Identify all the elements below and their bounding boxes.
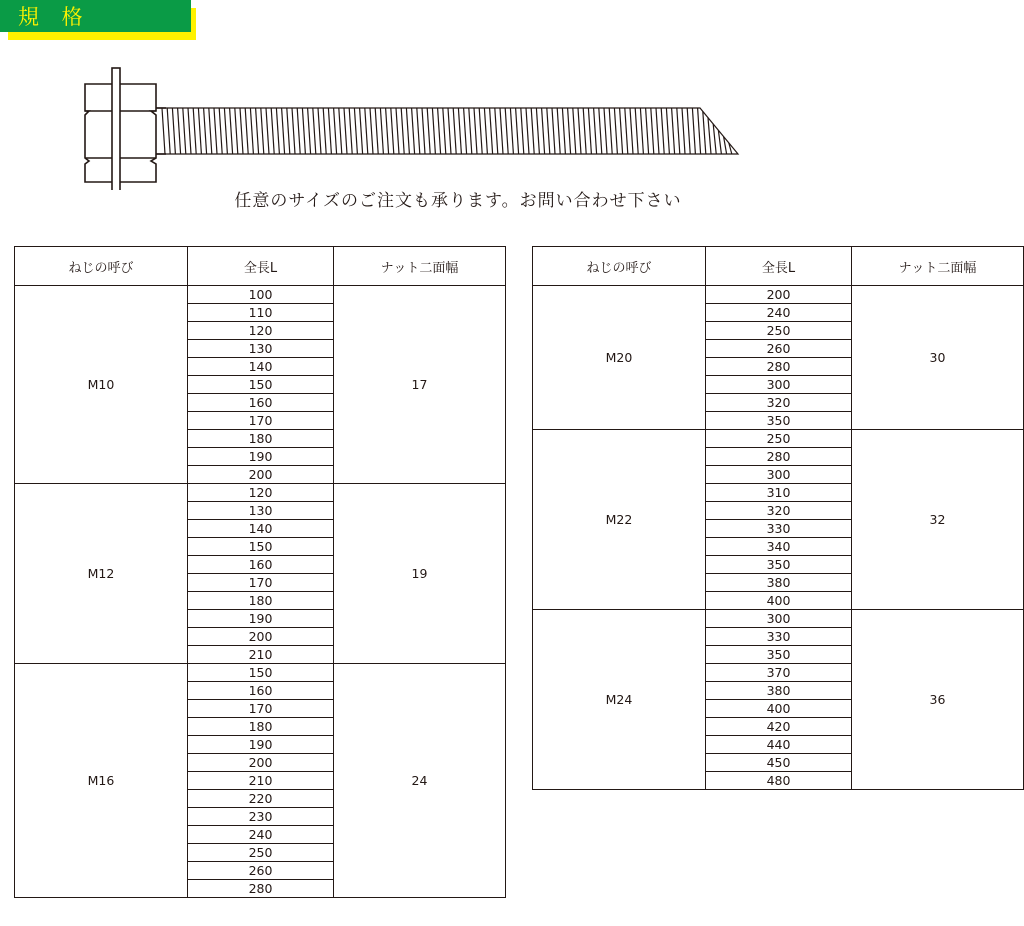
length-cell: 170	[188, 700, 334, 718]
length-cell: 100	[188, 286, 334, 304]
thread-size-cell: M10	[15, 286, 188, 484]
length-cell: 170	[188, 574, 334, 592]
table-row	[15, 484, 506, 502]
length-cell: 120	[188, 322, 334, 340]
page-title: 規 格	[18, 5, 91, 29]
length-cell: 260	[706, 340, 852, 358]
length-cell: 250	[706, 322, 852, 340]
length-cell: 110	[188, 304, 334, 322]
length-cell: 140	[188, 358, 334, 376]
length-cell: 130	[188, 340, 334, 358]
length-cell: 320	[706, 502, 852, 520]
order-note: 任意のサイズのご注文も承ります。お問い合わせ下さい	[234, 191, 682, 211]
length-cell: 180	[188, 430, 334, 448]
table-row	[15, 286, 506, 304]
length-cell: 210	[188, 646, 334, 664]
nut-width-cell: 30	[852, 286, 1024, 430]
header-nut-width: ナット二面幅	[334, 247, 506, 286]
header-thread-size: ねじの呼び	[15, 247, 188, 286]
thread-size-cell: M12	[15, 484, 188, 664]
length-cell: 330	[706, 520, 852, 538]
length-cell: 200	[188, 466, 334, 484]
thread-size-cell: M20	[533, 286, 706, 430]
length-cell: 350	[706, 412, 852, 430]
header-nut-width: ナット二面幅	[852, 247, 1024, 286]
length-cell: 200	[188, 628, 334, 646]
length-cell: 380	[706, 574, 852, 592]
length-cell: 370	[706, 664, 852, 682]
nut-width-cell: 19	[334, 484, 506, 664]
length-cell: 140	[188, 520, 334, 538]
length-cell: 220	[188, 790, 334, 808]
length-cell: 250	[706, 430, 852, 448]
length-cell: 160	[188, 682, 334, 700]
length-cell: 160	[188, 556, 334, 574]
header-length: 全長L	[188, 247, 334, 286]
length-cell: 350	[706, 646, 852, 664]
header-banner	[0, 0, 191, 32]
length-cell: 200	[188, 754, 334, 772]
table-row	[15, 664, 506, 682]
nut-width-cell: 17	[334, 286, 506, 484]
nut-width-cell: 36	[852, 610, 1024, 790]
length-cell: 210	[188, 772, 334, 790]
length-cell: 200	[706, 286, 852, 304]
length-cell: 260	[188, 862, 334, 880]
length-cell: 190	[188, 736, 334, 754]
length-cell: 420	[706, 718, 852, 736]
table-header-row	[533, 247, 1024, 286]
table-header-row	[15, 247, 506, 286]
length-cell: 400	[706, 700, 852, 718]
length-cell: 300	[706, 376, 852, 394]
length-cell: 450	[706, 754, 852, 772]
header-thread-size: ねじの呼び	[533, 247, 706, 286]
length-cell: 340	[706, 538, 852, 556]
length-cell: 300	[706, 466, 852, 484]
length-cell: 120	[188, 484, 334, 502]
bolt-diagram	[70, 62, 740, 190]
length-cell: 350	[706, 556, 852, 574]
header-length: 全長L	[706, 247, 852, 286]
length-cell: 240	[188, 826, 334, 844]
thread-size-cell: M24	[533, 610, 706, 790]
length-cell: 330	[706, 628, 852, 646]
length-cell: 320	[706, 394, 852, 412]
length-cell: 130	[188, 502, 334, 520]
length-cell: 150	[188, 538, 334, 556]
length-cell: 280	[706, 448, 852, 466]
length-cell: 400	[706, 592, 852, 610]
length-cell: 150	[188, 376, 334, 394]
length-cell: 150	[188, 664, 334, 682]
length-cell: 480	[706, 772, 852, 790]
length-cell: 280	[188, 880, 334, 898]
length-cell: 300	[706, 610, 852, 628]
bolt-threads	[156, 108, 738, 154]
length-cell: 240	[706, 304, 852, 322]
length-cell: 230	[188, 808, 334, 826]
table-row	[533, 430, 1024, 448]
length-cell: 180	[188, 592, 334, 610]
length-cell: 160	[188, 394, 334, 412]
table-row	[533, 610, 1024, 628]
length-cell: 380	[706, 682, 852, 700]
length-cell: 170	[188, 412, 334, 430]
length-cell: 180	[188, 718, 334, 736]
nut-width-cell: 24	[334, 664, 506, 898]
length-cell: 190	[188, 610, 334, 628]
length-cell: 310	[706, 484, 852, 502]
bolt-head	[85, 68, 156, 190]
spec-table-right	[532, 246, 1024, 790]
thread-size-cell: M16	[15, 664, 188, 898]
length-cell: 250	[188, 844, 334, 862]
table-row	[533, 286, 1024, 304]
nut-width-cell: 32	[852, 430, 1024, 610]
spec-table-left	[14, 246, 506, 898]
length-cell: 280	[706, 358, 852, 376]
length-cell: 190	[188, 448, 334, 466]
thread-size-cell: M22	[533, 430, 706, 610]
length-cell: 440	[706, 736, 852, 754]
